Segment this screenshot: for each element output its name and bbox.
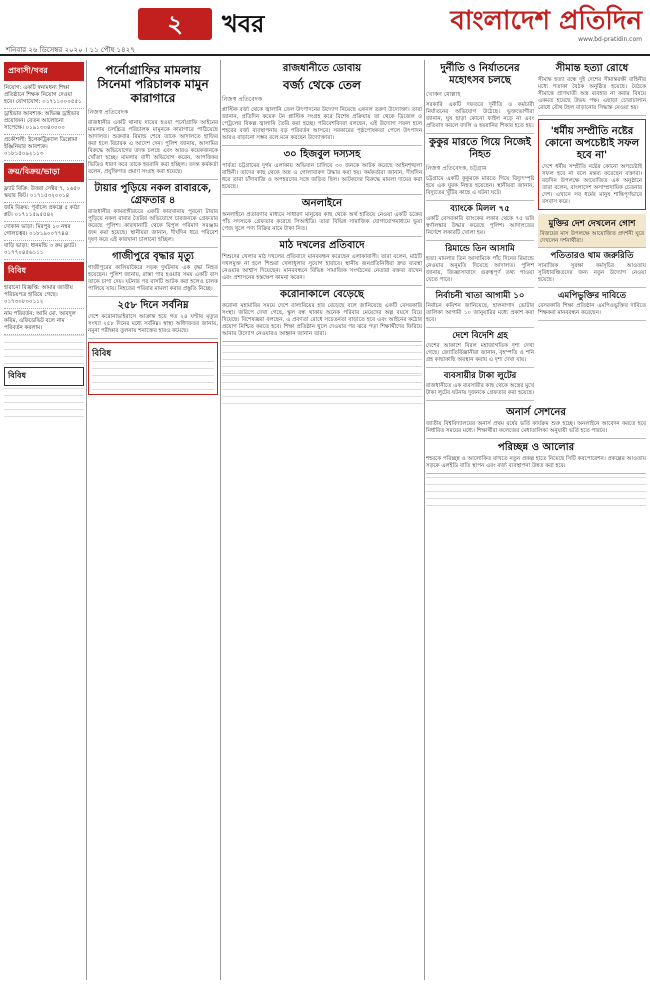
article-body: শিশুদের খেলার মাঠ দখলের প্রতিবাদে মানববন্ধন করেছেন এলাকাবাসী। তারা বলেন, মাঠটি দখলমুক্ত না হলে শিশুরা খেলাধুলার সুযোগ হারাবে। স্থানীয় জনপ্রতিনিধিরা দ্রুত ব্যবস্থা নেওয়ার আশ্বাস দিয়েছেন। মানববন্ধনে বিভিন্ন সামাজিক সংগঠনের নেতারা বক্তব্য রাখেন এবং প্রশাসনের হস্তক্ষেপ কামনা করেন। [222, 254, 422, 281]
article-headline: সীমান্ত হত্যা রোধে [555, 63, 629, 74]
article-headline: মুক্তির দেশ দেখলেন গোশ [548, 219, 636, 229]
article [88, 183, 218, 248]
newspaper-logo [450, 6, 642, 43]
article [538, 214, 646, 248]
article-body: জাতীয় বিশ্ববিদ্যালয়ের অনার্স প্রথম বর্ষের ভর্তি কার্যক্রম শুরু হচ্ছে। অনলাইনে আবেদন করতে হবে নির্ধারিত সময়ের মধ্যে। শিক্ষার্থীরা কলেজের মেধাতালিকা অনুযায়ী ভর্তি হতে পারবে। [426, 421, 646, 434]
article [538, 63, 646, 116]
article [538, 251, 646, 288]
article-body: দেশে করোনাভাইরাসে আক্রান্ত হয়ে গত ২৪ ঘণ্টায় মৃত্যুর সংখ্যা ২৫৮ দিনের মধ্যে সর্বনিম্ন। স্বাস্থ্য অধিদফতর জানায়, নমুনা পরীক্ষার তুলনায় শনাক্তের হারও কমেছে। [88, 314, 218, 334]
filler-lines [92, 361, 214, 391]
article-body: প্লাস্টিক বর্জ্য থেকে জ্বালানি তেল উৎপাদনের উদ্যোগ নিয়েছে একদল তরুণ উদ্যোক্তা। তারা জানান, প্রতিদিন কয়েক টন প্লাস্টিক সংগ্রহ করে বিশেষ প্রক্রিয়ায় তা থেকে ডিজেল ও পেট্রলের বিকল্প জ্বালানি তৈরি করা হচ্ছে। পরিবেশবিদরা বলছেন, এই উদ্যোগ সফল হলে শহরের বর্জ্য ব্যবস্থাপনায় বড় পরিবর্তন আসবে। সরকারের পৃষ্ঠপোষকতা পেলে উৎপাদন আরও বাড়ানো সম্ভব বলে মনে করছেন উদ্যোক্তারা। [222, 107, 422, 141]
article-headline: অনার্স সেশনের [506, 407, 566, 418]
filler-lines [4, 388, 84, 418]
classified-ad: বাড়ি ভাড়া: ধানমন্ডি ৩ রুম ফ্ল্যাট। ০১৭৭০৪৫৬১১১ [4, 241, 84, 260]
article [426, 204, 534, 241]
article [538, 291, 646, 321]
date-line: শনিবার ২৬ ডিসেম্বর ২০২০ । ১১ পৌষ ১৪২৭ [6, 46, 135, 54]
misc-box [88, 342, 218, 395]
classified-label: বিবিধ [4, 367, 84, 386]
classified-ad: ড্রাইভার আবশ্যক: অভিজ্ঞ ড্রাইভার প্রয়োজন। বেতন আলোচনা সাপেক্ষে। ০১৯১৩০৪০০০০ [4, 109, 84, 135]
article [426, 442, 646, 474]
classified-label: প্রাবাসী/খবর [4, 62, 84, 81]
logo-tagline: www.bd-pratidin.com [578, 36, 642, 43]
article [88, 300, 218, 339]
filler-lines [426, 477, 646, 507]
article-body: শহরকে পরিচ্ছন্ন ও আলোকিত রাখতে নতুন প্রকল্প হাতে নিয়েছে সিটি করপোরেশন। প্রকল্পের আওতায় সড়কে এলইডি বাতি স্থাপন এবং বর্জ্য ব্যবস্থাপনা উন্নত করা হবে। [426, 456, 646, 469]
article-byline: নিজস্ব প্রতিবেদক [88, 109, 129, 116]
article [426, 291, 534, 328]
article-headline: গাজীপুরে বৃদ্ধার মৃত্যু [112, 251, 194, 262]
featured-article [538, 119, 646, 210]
article-body: করোনা মহামারির সময়ে দেশে বাল্যবিয়ের হার বেড়েছে বলে জানিয়েছে একটি বেসরকারি সংস্থা। জরিপে দেখা গেছে, স্কুল বন্ধ থাকায় অনেক পরিবার মেয়েদের অল্প বয়সে বিয়ে দিয়েছে। বিশেষজ্ঞরা বলছেন, এ প্রবণতা রোধে সচেতনতা বাড়াতে হবে এবং আইনের কঠোর প্রয়োগ নিশ্চিত করতে হবে। শিক্ষা প্রতিষ্ঠান খুলে দেওয়ার পর ঝরে পড়া শিক্ষার্থীদের ফিরিয়ে আনার উদ্যোগ নেওয়ারও আহ্বান জানান তারা। [222, 303, 422, 337]
classified-ad: হারানো বিজ্ঞপ্তি: আমার জাতীয় পরিচয়পত্র হারিয়ে গেছে। ০১৭৩০৮০০১১২ [4, 283, 84, 309]
top-right-stack [538, 60, 646, 404]
article [426, 63, 534, 134]
column-divider [86, 60, 87, 980]
article-headline: ৩০ হিজবুল দস্যসহ [283, 149, 361, 160]
article [222, 240, 422, 286]
article-headline: পতিতারও থাম জরুরিতি [550, 251, 634, 261]
article [426, 371, 534, 401]
article-body: অনলাইনে প্রতারণার মাধ্যমে সাধারণ মানুষের কাছ থেকে অর্থ হাতিয়ে নেওয়া একটি চক্রের পাঁচ সদস্যকে গ্রেফতার করেছে সিআইডি। তারা বিভিন্ন সামাজিক যোগাযোগমাধ্যমে ভুয়া পেজ খুলে পণ্য বিক্রির নামে টাকা নিত। [222, 212, 422, 232]
article-body: হত্যা মামলার তিন আসামিকে পাঁচ দিনের রিমান্ডে নেওয়ার অনুমতি দিয়েছে আদালত। পুলিশ জানায়, জিজ্ঞাসাবাদে গুরুত্বপূর্ণ তথ্য পাওয়া যেতে পারে। [426, 256, 534, 283]
article [426, 137, 534, 201]
article-headline: ২৫৮ দিনে সর্বনিম্ন [117, 300, 189, 311]
article-headline: এমপিভুক্তির দাবিতে [558, 291, 626, 301]
classified-label: ক্রয়/বিক্রয়/ভাড়া [4, 163, 84, 182]
article-headline: 'ধর্মীয় সম্প্রীতি নষ্টের কোনো অপচেষ্টাই সফল হবে না' [544, 126, 640, 161]
article-body: দেশে ধর্মীয় সম্প্রীতি নষ্টের কোনো অপচেষ্টাই সফল হবে না বলে মন্তব্য করেছেন বক্তারা। বড়দিন উপলক্ষে আয়োজিত এক অনুষ্ঠানে তারা বলেন, বাংলাদেশ অসাম্প্রদায়িক চেতনার দেশ। এখানে সব ধর্মের মানুষ শান্তিপূর্ণভাবে বসবাস করে। [542, 164, 642, 205]
article-headline: দুর্নীতি ও নির্যাতনের মহোৎসব চলছে [440, 63, 520, 86]
article-byline: নিজস্ব প্রতিবেদক, চট্টগ্রাম [426, 165, 487, 172]
article-headline: দেশে বিদেশি গ্রহ [452, 331, 508, 341]
classified-ad: নিয়োগ: একটি স্বনামধন্য শিক্ষা প্রতিষ্ঠানে শিক্ষক নিয়োগ দেওয়া হবে। যোগাযোগ: ০১৭১১০০০৫৫১ [4, 83, 84, 109]
article [88, 251, 218, 297]
article [222, 149, 422, 195]
article [426, 407, 646, 439]
article-body: সরকারি একটি দফতরে দুর্নীতি ও কর্মচারী নির্যাতনের অভিযোগ উঠেছে। ভুক্তভোগীরা জানান, ঘুষ ছাড়া কোনো ফাইল নড়ে না এবং প্রতিবাদ করলে বদলি ও হয়রানির শিকার হতে হয়। [426, 102, 534, 129]
article-byline: খোকন মোল্লাহ [426, 91, 461, 98]
article-headline: রিমান্ডে তিন আসামি [445, 244, 515, 254]
article-headline: বিবিধ [92, 349, 112, 359]
article [222, 198, 422, 237]
article [426, 331, 534, 368]
article-body: রাজধানীর একটি থানায় দায়ের হওয়া পর্নোগ্রাফি আইনের মামলায় চলচ্চিত্র পরিচালক মামুনকে কারাগারে পাঠিয়েছে আদালত। শুক্রবার রিমান্ড শেষে তাকে আদালতে হাজির করা হলে বিচারক এ আদেশ দেন। পুলিশ জানায়, আসামির বিরুদ্ধে অভিযোগের তদন্ত চলছে এবং আরও কয়েকজনকে খোঁজা হচ্ছে। মামলার বাদী অভিযোগ করেন, আপত্তিকর ভিডিও ধারণ করে তাকে হয়রানি করা হচ্ছিল। তদন্ত কর্মকর্তা বলেন, প্রযুক্তিগত প্রমাণ সংগ্রহ করা হয়েছে। [88, 120, 218, 175]
classified-ad: প্রকৌশলী: ইলেকট্রিক্যাল ডিপ্লোমা ইঞ্জিনিয়ার আবশ্যক। ০১৮১৫০৯২১১৩ [4, 135, 84, 161]
article-body: রাজধানীতে এক ব্যবসায়ীর কাছ থেকে অস্ত্রের মুখে টাকা লুটের ঘটনায় দুজনকে গ্রেফতার করা হয়েছে। [426, 383, 535, 396]
news-column-3 [222, 60, 422, 980]
article-headline: বর্জ্য থেকে তেল [283, 78, 361, 92]
news-column-2 [88, 60, 218, 980]
article-headline: ব্যাংকে মিলল ৭৫ [450, 204, 510, 214]
classified-ad: ফ্ল্যাট বিক্রি: উত্তরা সেক্টর ৭, ১৬৫০ স্কয়ার ফিট। ০১৭১৫৩২০০১৪ [4, 184, 84, 203]
filler-lines [4, 335, 84, 365]
masthead [0, 0, 650, 56]
article-headline: পর্নোগ্রাফির মামলায় সিনেমা পরিচালক মামুন কারাগারে [97, 63, 209, 105]
article-body: সামাজিক সুরক্ষা কর্মসূচির আওতায় সুবিধাবঞ্চিতদের জন্য নতুন উদ্যোগ নেওয়া হয়েছে। [538, 263, 646, 283]
top-left-stack [426, 60, 534, 404]
article-body: গাজীপুরের কালিয়াকৈরে সড়ক দুর্ঘটনায় এক বৃদ্ধা নিহত হয়েছেন। পুলিশ জানায়, রাস্তা পার হওয়ার সময় একটি বাস তাকে চাপা দেয়। ঘটনার পর বাসটি আটক করা হলেও চালক পালিয়ে যায়। নিহতের পরিবার মামলা করার প্রস্তুতি নিচ্ছে। [88, 265, 218, 292]
article-headline: রাজধানীতে ডোবায় [282, 63, 362, 74]
article [88, 63, 218, 180]
article-headline: ব্যবসায়ীর টাকা লুটের [443, 371, 517, 381]
masthead-rule [0, 54, 650, 56]
article-headline: পরিচ্ছন্ন ও আলোর [497, 442, 575, 453]
classified-ad: জমি বিক্রয়: পূর্বাচল প্রকল্পে ৫ কাঠা প্লট। ০১৭১১৫৯৫৫৪২ [4, 203, 84, 222]
article-headline: করোনাকালে বেড়েছে [280, 289, 364, 300]
top-row [426, 60, 646, 404]
article-body: রাজধানীর কামরাঙ্গীরচরে একটি কারখানায় পুরনো টায়ার পুড়িয়ে নকল রাবার তৈরির অভিযোগে চারজনকে গ্রেফতার করেছে পুলিশ। কারখানাটি থেকে বিপুল পরিমাণ সরঞ্জাম জব্দ করা হয়েছে। স্থানীয়রা জানান, দীর্ঘদিন ধরে পরিবেশ দূষণ করে এই কারখানা চালানো হচ্ছিল। [88, 209, 218, 243]
article [426, 244, 534, 288]
section-title: খবর [222, 10, 265, 38]
article-body: বিজয়ের মাস উপলক্ষে আয়োজিত প্রদর্শনী ঘুরে দেখলেন দর্শনার্থীরা। [540, 231, 644, 244]
article-body: সীমান্ত হত্যা বন্ধে দুই দেশের সীমান্তরক্ষী বাহিনীর মধ্যে পতাকা বৈঠক অনুষ্ঠিত হয়েছে। বৈঠকে সীমান্তে প্রাণঘাতী অস্ত্র ব্যবহার না করার বিষয়ে একমত হয়েছে উভয় পক্ষ। এছাড়া চোরাচালান রোধে যৌথ টহল বাড়ানোর সিদ্ধান্ত নেওয়া হয়। [538, 77, 646, 111]
article-body: নির্বাচন কমিশন জানিয়েছে, হালনাগাদ ভোটার তালিকা আগামী ১০ জানুয়ারির মধ্যে প্রকাশ করা হবে। [426, 303, 534, 323]
article-body: বেসরকারি শিক্ষা প্রতিষ্ঠান এমপিওভুক্তির দাবিতে শিক্ষকরা মানববন্ধন করেছেন। [538, 303, 646, 316]
article-body: পার্বত্য চট্টগ্রামের দুর্গম এলাকায় অভিযান চালিয়ে ৩০ জনকে আটক করেছে আইনশৃঙ্খলা বাহিনী। তাদের কাছ থেকে অস্ত্র ও গোলাবারুদ উদ্ধার করা হয়। কর্মকর্তারা জানান, দীর্ঘদিন ধরে তারা চাঁদাবাজি ও অপহরণের সঙ্গে জড়িত ছিল। আটকদের বিরুদ্ধে মামলা দায়ের করা হয়েছে। [222, 163, 422, 190]
classified-ad: দোকান ভাড়া: মিরপুর ১০ নম্বর গোলচত্বর। ০১৮১৯০০৭৭৪৪ [4, 222, 84, 241]
article-body: দেশের আকাশে বিরল মহাজাগতিক দৃশ্য দেখা গেছে। জ্যোতির্বিজ্ঞানীরা জানান, বৃহস্পতি ও শনি গ্রহ কাছাকাছি অবস্থান করায় এ দৃশ্য দেখা যায়। [426, 343, 534, 363]
article-headline: টায়ার পুড়িয়ে নকল রাবারকে, গ্রেফতার ৪ [94, 183, 212, 206]
logo-text: বাংলাদেশ প্রতিদিন [450, 6, 642, 36]
classifieds-column [4, 60, 84, 980]
article [222, 78, 422, 146]
column-divider [220, 60, 221, 980]
page-number: ২ [138, 8, 212, 40]
article-byline: নিজস্ব প্রতিবেদক [222, 96, 263, 103]
classified-ad: নাম পরিবর্তন: আমি মো. আবদুল করিম, এফিডেভিট বলে নাম পরিবর্তন করলাম। [4, 309, 84, 335]
article-body: একটি বেসরকারি ব্যাংকের লকার থেকে ৭৫ ভরি স্বর্ণালঙ্কার উদ্ধার করেছে পুলিশ। আদালতের নির্দেশে লকারটি খোলা হয়। [426, 216, 534, 236]
article-headline: কুকুর মারতে গিয়ে নিজেই নিহত [429, 137, 531, 160]
filler-lines [222, 375, 422, 405]
article-headline: অনলাইনে [301, 198, 343, 209]
news-column-4 [426, 60, 646, 980]
article-headline: মাঠ দখলের প্রতিবাদে [279, 240, 365, 251]
column-divider [424, 60, 425, 980]
classified-label: বিবিধ [4, 262, 84, 281]
article [222, 289, 422, 342]
article-headline: নির্বাচনী খাতা আগামী ১০ [435, 291, 525, 301]
article-body: চট্টগ্রামে একটি কুকুরকে মারতে গিয়ে বিদ্যুৎস্পৃষ্ট হয়ে এক যুবক নিহত হয়েছেন। স্থানীয়রা জানান, বিদ্যুতের খুঁটির কাছে এ ঘটনা ঘটে। [426, 176, 534, 196]
filler-lines [222, 345, 422, 375]
